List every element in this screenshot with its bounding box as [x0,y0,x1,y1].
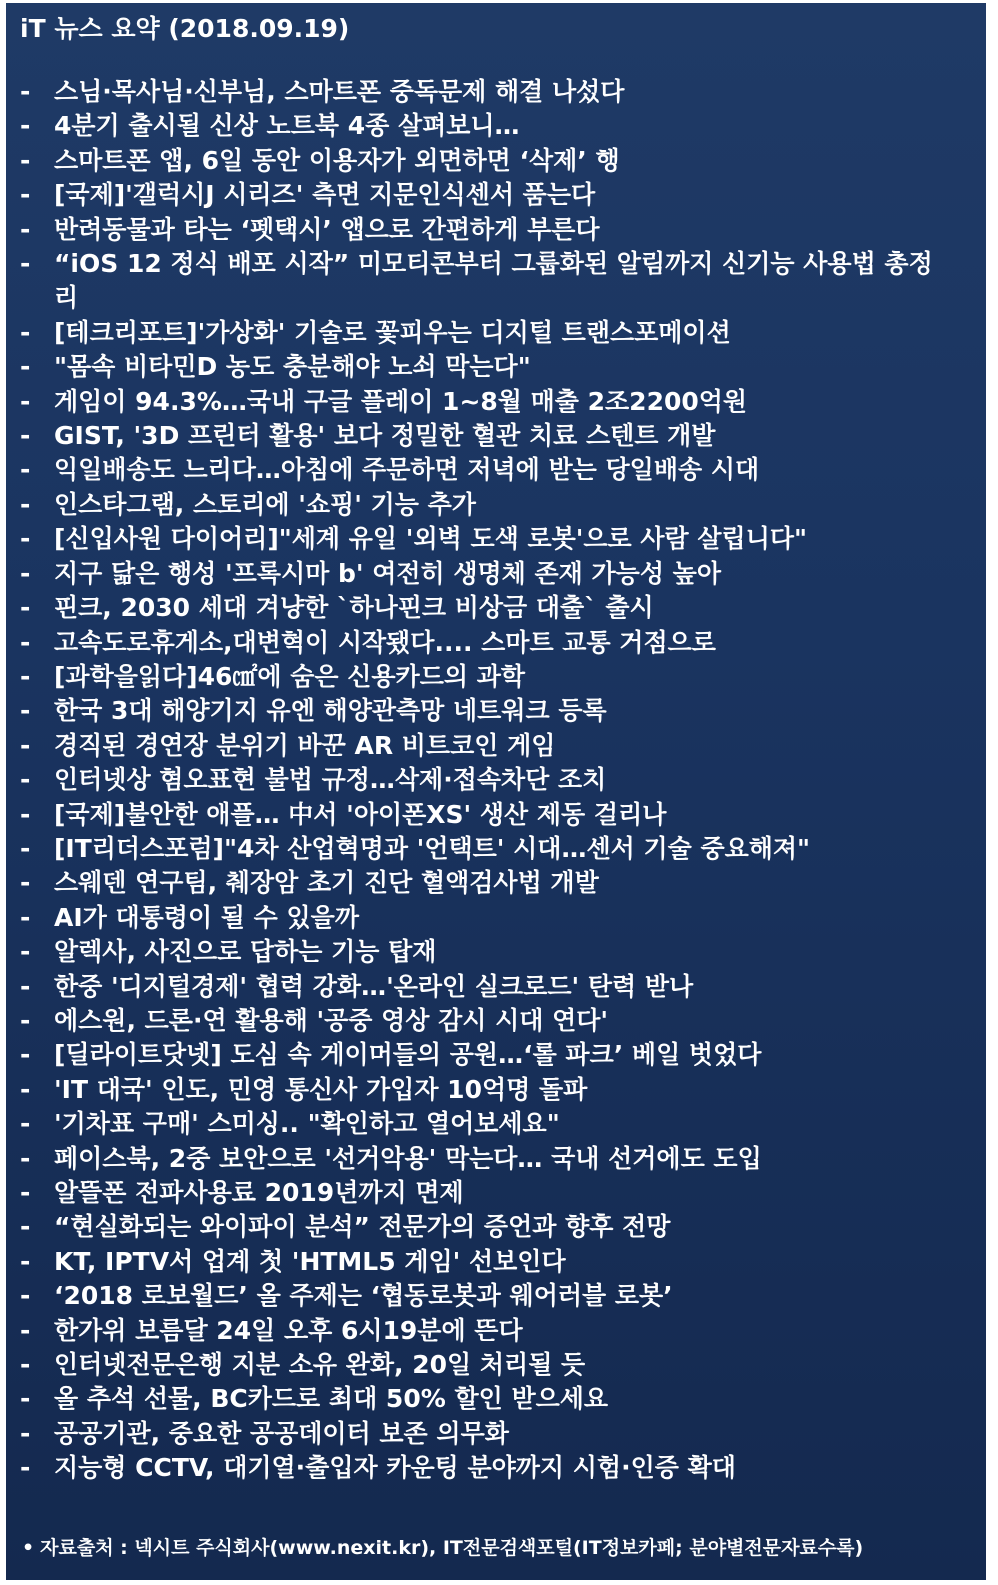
news-item [20,1417,954,1451]
news-headline: '기차표 구매' 스미싱.. "확인하고 열어보세요" [54,1109,560,1139]
list-dash: - [20,352,31,382]
news-headline: [테크리포트]'가상화' 기술로 꽃피우는 디지털 트랜스포메이션 [54,317,731,347]
news-item [20,419,954,453]
news-item [20,1107,954,1141]
news-item [20,1279,954,1313]
list-dash: - [20,1040,31,1070]
news-headline: 한중 '디지털경제' 협력 강화…'온라인 실크로드' 탄력 받나 [54,971,694,1001]
news-item [20,866,954,900]
list-dash: - [20,1005,31,1035]
news-headline: [과학을읽다]46㎠에 숨은 신용카드의 과학 [54,661,526,691]
news-headline: “현실화되는 와이파이 분석” 전문가의 증언과 향후 전망 [54,1212,671,1242]
list-dash: - [20,145,31,175]
list-dash: - [20,937,31,967]
list-dash: - [20,833,31,863]
list-dash: - [20,249,31,279]
list-dash: - [20,386,31,416]
list-dash: - [20,77,31,106]
list-dash: - [20,1178,31,1207]
news-item [20,1176,954,1210]
news-summary-panel [6,3,986,1580]
list-dash: - [20,524,31,554]
news-headline: 게임이 94.3%…국내 구글 플레이 1~8월 매출 2조2200억원 [54,386,748,416]
news-item [20,316,954,350]
news-item [20,522,954,556]
news-headline: AI가 대통령이 될 수 있을까 [54,902,359,932]
news-headline: 4분기 출시될 신상 노트북 4종 살펴보니… [54,111,520,141]
news-item [20,970,954,1004]
news-item [20,75,954,109]
news-headline: 알렉사, 사진으로 답하는 기능 탑재 [54,937,437,967]
list-dash: - [20,489,31,519]
news-item [20,385,954,419]
news-item [20,1038,954,1072]
list-dash: - [20,730,31,760]
list-dash: - [20,1418,31,1448]
news-headline: 알뜰폰 전파사용료 2019년까지 면제 [54,1178,464,1207]
list-dash: - [20,593,31,623]
news-headline: 올 추석 선물, BC카드로 최대 50% 할인 받으세요 [54,1384,609,1414]
news-headline: “iOS 12 정식 배포 시작” 미모티콘부터 그룹화된 알림까지 신기능 사용법 총정리 [54,249,933,313]
news-item [20,144,954,178]
news-item [20,901,954,935]
news-headline: 핀크, 2030 세대 겨냥한 `하나핀크 비상금 대출` 출시 [54,593,654,623]
news-headline: 익일배송도 느리다…아침에 주문하면 저녁에 받는 당일배송 시대 [54,455,760,485]
news-headline: [국제]불안한 애플… 中서 '아이폰XS' 생산 제동 걸리나 [54,799,667,829]
news-item [20,1451,954,1485]
news-item [20,1004,954,1038]
news-item [20,1314,954,1348]
list-dash: - [20,661,31,691]
news-headline: 스님·목사님·신부님, 스마트폰 중독문제 해결 나섰다 [54,77,625,106]
news-headline: "몸속 비타민D 농도 충분해야 노쇠 막는다" [54,352,531,382]
list-dash: - [20,1212,31,1242]
news-headline: 한국 3대 해양기지 유엔 해양관측망 네트워크 등록 [54,696,607,726]
news-headline: 스마트폰 앱, 6일 동안 이용자가 외면하면 ‘삭제’ 행 [54,145,620,175]
news-headline: 고속도로휴게소,대변혁이 시작됐다.... 스마트 교통 거점으로 [54,627,716,657]
list-dash: - [20,799,31,829]
list-dash: - [20,868,31,898]
news-item [20,1348,954,1382]
news-headline: [딜라이트닷넷] 도심 속 게이머들의 공원…‘롤 파크’ 베일 벗었다 [54,1040,762,1070]
news-item [20,832,954,866]
news-item [20,798,954,832]
news-headline: 인터넷전문은행 지분 소유 완화, 20일 처리될 듯 [54,1350,586,1380]
news-item [20,453,954,487]
news-headline: 인스타그램, 스토리에 '쇼핑' 기능 추가 [54,489,476,519]
list-dash: - [20,971,31,1001]
news-item [20,591,954,625]
news-headline: 한가위 보름달 24일 오후 6시19분에 뜬다 [54,1315,523,1345]
list-dash: - [20,902,31,932]
news-item [20,1073,954,1107]
list-dash: - [20,1453,31,1483]
list-dash: - [20,1143,31,1173]
list-dash: - [20,1281,31,1311]
news-headline: 스웨덴 연구팀, 췌장암 초기 진단 혈액검사법 개발 [54,868,599,898]
news-headline: 반려동물과 타는 ‘펫택시’ 앱으로 간편하게 부른다 [54,214,600,244]
news-list [20,75,986,1486]
news-item [20,626,954,660]
list-dash: - [20,180,31,210]
list-dash: - [20,1109,31,1139]
news-headline: 공공기관, 중요한 공공데이터 보존 의무화 [54,1418,509,1448]
source-text: 자료출처 : 넥시트 주식회사(www.nexit.kr), IT전문검색포털(IT정보카페; 분야별전문자료수록) [40,1537,864,1559]
news-headline: 페이스북, 2중 보안으로 '선거악용' 막는다… 국내 선거에도 도입 [54,1143,762,1173]
news-headline: [신입사원 다이어리]"세계 유일 '외벽 도색 로봇'으로 사람 살립니다" [54,524,808,554]
news-item [20,213,954,247]
news-headline: 경직된 경연장 분위기 바꾼 AR 비트코인 게임 [54,730,556,760]
news-headline: [IT리더스포럼]"4차 산업혁명과 '언택트' 시대…센서 기술 중요해져" [54,833,811,863]
news-item [20,1210,954,1244]
list-dash: - [20,1315,31,1345]
news-item [20,694,954,728]
news-headline: KT, IPTV서 업계 첫 'HTML5 게임' 선보인다 [54,1246,566,1276]
list-dash: - [20,455,31,485]
list-dash: - [20,1350,31,1380]
news-headline: 지구 닮은 행성 '프록시마 b' 여전히 생명체 존재 가능성 높아 [54,558,721,588]
list-dash: - [20,1246,31,1276]
news-item [20,247,954,316]
news-headline: GIST, '3D 프린터 활용' 보다 정밀한 혈관 치료 스텐트 개발 [54,421,716,451]
list-dash: - [20,696,31,726]
news-item [20,350,954,384]
news-item [20,178,954,212]
list-dash: - [20,558,31,588]
news-item [20,935,954,969]
news-item [20,1142,954,1176]
news-headline: 'IT 대국' 인도, 민영 통신사 가입자 10억명 돌파 [54,1074,588,1104]
list-dash: - [20,1074,31,1104]
news-item [20,763,954,797]
news-headline: 인터넷상 혐오표현 불법 규정…삭제·접속차단 조치 [54,765,607,795]
news-item [20,1382,954,1416]
news-headline: 에스원, 드론·연 활용해 '공중 영상 감시 시대 연다' [54,1005,609,1035]
list-dash: - [20,317,31,347]
list-dash: - [20,765,31,795]
list-dash: - [20,627,31,657]
news-headline: 지능형 CCTV, 대기열·출입자 카운팅 분야까지 시험·인증 확대 [54,1453,736,1483]
list-dash: - [20,111,31,141]
list-dash: - [20,214,31,244]
page-title: iT 뉴스 요약 (2018.09.19) [20,14,350,43]
news-item [20,557,954,591]
news-item [20,1245,954,1279]
news-item [20,109,954,143]
source-bullet: • [22,1537,35,1559]
news-item [20,729,954,763]
news-headline: [국제]'갤럭시J 시리즈' 측면 지문인식센서 품는다 [54,180,596,210]
news-headline: ‘2018 로보월드’ 올 주제는 ‘협동로봇과 웨어러블 로봇’ [54,1281,673,1311]
list-dash: - [20,421,31,451]
news-item [20,660,954,694]
news-item [20,488,954,522]
list-dash: - [20,1384,31,1414]
source-note [22,1534,863,1562]
